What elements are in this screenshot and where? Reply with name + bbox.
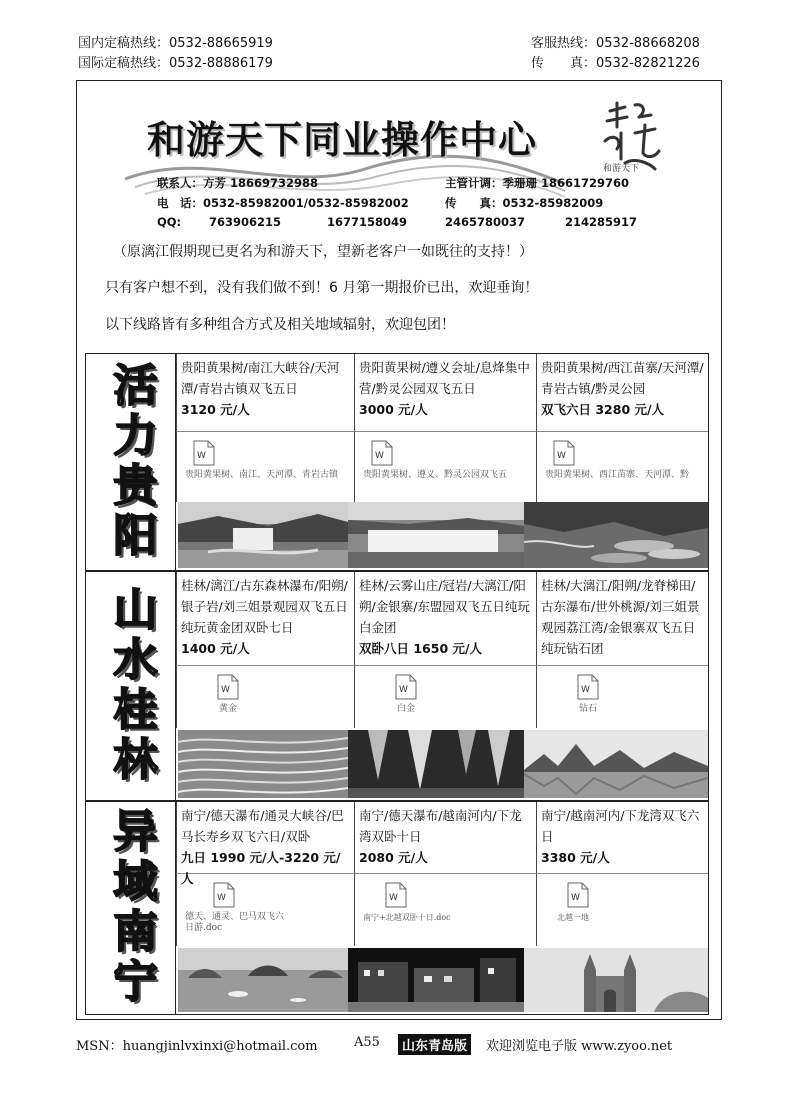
svg-text:W: W — [557, 451, 566, 461]
route-card — [176, 354, 354, 432]
section-title: 活力贵阳 — [86, 354, 176, 570]
slogan: 只有客户想不到，没有我们做不到！6 月第一期报价已出，欢迎垂询！ — [105, 280, 539, 296]
route-description: 南宁/越南河内/下龙湾双飞六日 — [541, 808, 700, 844]
qq-number: 763906215 — [209, 215, 282, 229]
word-document-icon — [395, 674, 417, 700]
itinerary-attachment[interactable] — [536, 666, 708, 728]
itinerary-attachment[interactable] — [176, 874, 354, 946]
office-phone: 电 话：0532-85982001/0532-85982002 — [157, 196, 409, 210]
section-title: 异域南宁 — [86, 802, 176, 1014]
karst-cave-photo — [348, 730, 524, 798]
svg-text:W: W — [221, 685, 230, 695]
fax-line: 传 真：0532-82821226 — [531, 56, 700, 71]
attachment-name: 南宁+北越双卧十日.doc — [363, 913, 451, 922]
domestic-hotlines — [78, 34, 273, 74]
website-link[interactable]: 欢迎浏览电子版 www.zyoo.net — [486, 1039, 673, 1054]
word-document-icon — [567, 882, 589, 908]
service-hotline: 客服热线：0532-88668208 — [531, 36, 700, 51]
brand-title: 和游天下同业操作中心 — [147, 117, 538, 162]
attachment-name: 黄金 — [219, 704, 238, 714]
banner — [77, 81, 723, 351]
route-price: 双卧八日 1650 元/人 — [359, 641, 483, 656]
calligraphy-logo — [595, 93, 675, 173]
route-price: 双飞六日 3280 元/人 — [541, 402, 665, 417]
route-card — [354, 354, 536, 432]
route-price: 3380 元/人 — [541, 850, 610, 865]
route-card — [536, 802, 708, 874]
word-document-icon — [577, 674, 599, 700]
section-guilin — [85, 571, 709, 801]
attachment-name: 北越一地 — [557, 913, 589, 922]
route-price: 3120 元/人 — [181, 402, 250, 417]
route-card — [176, 802, 354, 886]
qq-label: QQ: — [157, 215, 182, 229]
section-title: 山水桂林 — [86, 572, 176, 800]
section-guiyang — [85, 353, 709, 571]
pool-cascade-photo — [524, 502, 708, 568]
service-hotlines — [531, 34, 700, 74]
word-document-icon — [213, 882, 235, 908]
itinerary-attachment[interactable] — [354, 666, 536, 728]
itinerary-attachment[interactable] — [354, 874, 536, 946]
word-document-icon — [193, 440, 215, 466]
route-card — [354, 802, 536, 874]
svg-text:W: W — [571, 893, 580, 903]
route-card — [176, 572, 354, 666]
advertisement-frame — [76, 80, 722, 1020]
waterfall-photo — [348, 502, 524, 568]
page-number: A55 — [354, 1035, 380, 1050]
itinerary-attachment[interactable] — [176, 666, 354, 728]
word-document-icon — [385, 882, 407, 908]
itinerary-attachment[interactable] — [176, 432, 354, 502]
svg-text:W: W — [217, 893, 226, 903]
route-card — [536, 572, 708, 666]
route-card — [536, 354, 708, 432]
li-river-photo — [524, 730, 708, 798]
msn-contact: MSN：huangjinlvxinxi@hotmail.com — [76, 1039, 318, 1054]
bay-islands-photo — [178, 948, 348, 1012]
itinerary-attachment[interactable] — [354, 432, 536, 502]
svg-text:和游天下: 和游天下 — [603, 164, 640, 173]
route-description: 桂林/大漓江/阳朔/龙脊梯田/古东瀑布/世外桃源/刘三姐景观园荔江湾/金银寨双飞五日纯玩钻石团 — [541, 578, 700, 656]
cathedral-photo — [524, 948, 708, 1012]
route-description: 南宁/德天瀑布/通灵大峡谷/巴马长寿乡双飞六日/双卧 — [181, 808, 344, 844]
svg-text:W: W — [375, 451, 384, 461]
attachment-name: 白金 — [397, 704, 416, 714]
edition-badge: 山东青岛版 — [398, 1034, 471, 1055]
qq-number: 1677158049 — [327, 215, 408, 229]
word-document-icon — [553, 440, 575, 466]
route-description: 南宁/德天瀑布/越南河内/下龙湾双卧十日 — [359, 808, 522, 844]
word-document-icon — [217, 674, 239, 700]
section-nanning — [85, 801, 709, 1015]
svg-text:W: W — [197, 451, 206, 461]
office-fax: 传 真：0532-85982009 — [445, 196, 604, 210]
attachment-name: 贵阳黄果树、西江苗寨、天河潭、黔 — [545, 470, 690, 480]
domestic-hotline: 国内定稿热线：0532-88665919 — [78, 36, 273, 51]
attachment-name: 钻石 — [579, 704, 598, 714]
itinerary-attachment[interactable] — [536, 874, 708, 946]
route-card — [354, 572, 536, 666]
group-tour-notice: 以下线路皆有多种组合方式及相关地域辐射，欢迎包团！ — [105, 317, 455, 333]
itinerary-attachment[interactable] — [536, 432, 708, 502]
word-document-icon — [371, 440, 393, 466]
qq-number: 2465780037 — [445, 215, 526, 229]
route-description: 桂林/云雾山庄/冠岩/大漓江/阳朔/金银寨/东盟园双飞五日纯玩白金团 — [359, 578, 530, 635]
svg-text:W: W — [389, 893, 398, 903]
route-description: 贵阳黄果树/西江苗寨/天河潭/青岩古镇/黔灵公园 — [541, 360, 704, 396]
attachment-name: 贵阳黄果树、遵义、黔灵公园双飞五 — [363, 470, 508, 480]
route-description: 贵阳黄果树/遵义会址/息烽集中营/黔灵公园双飞五日 — [359, 360, 530, 396]
route-description: 桂林/漓江/古东森林瀑布/阳朔/银子岩/刘三姐景观园双飞五日纯玩黄金团双卧七日 — [181, 578, 348, 635]
route-price: 2080 元/人 — [359, 850, 428, 865]
footer — [76, 1035, 726, 1055]
night-street-photo — [348, 948, 524, 1012]
svg-text:W: W — [581, 685, 590, 695]
attachment-name: 德天、通灵、巴马双飞六日游.doc — [185, 912, 285, 933]
attachment-name: 贵阳黄果树、南江、天河潭、青岩古镇 — [185, 470, 339, 480]
qq-number: 214285917 — [565, 215, 638, 229]
waterfall-photo — [178, 502, 348, 568]
contact-person: 联系人：方芳 18669732988 — [157, 176, 319, 190]
svg-text:W: W — [399, 685, 408, 695]
planner-contact: 主管计调：季珊珊 18661729760 — [445, 176, 630, 190]
route-price: 九日 1990 元/人-3220 元/人 — [181, 850, 341, 886]
route-price: 3000 元/人 — [359, 402, 428, 417]
rice-terraces-photo — [178, 730, 348, 798]
route-description: 贵阳黄果树/南江大峡谷/天河潭/青岩古镇双飞五日 — [181, 360, 340, 396]
rename-notice: （原漓江假期现已更名为和游天下，望新老客户一如既往的支持！） — [113, 244, 533, 260]
international-hotline: 国际定稿热线：0532-88886179 — [78, 56, 273, 71]
route-price: 1400 元/人 — [181, 641, 250, 656]
